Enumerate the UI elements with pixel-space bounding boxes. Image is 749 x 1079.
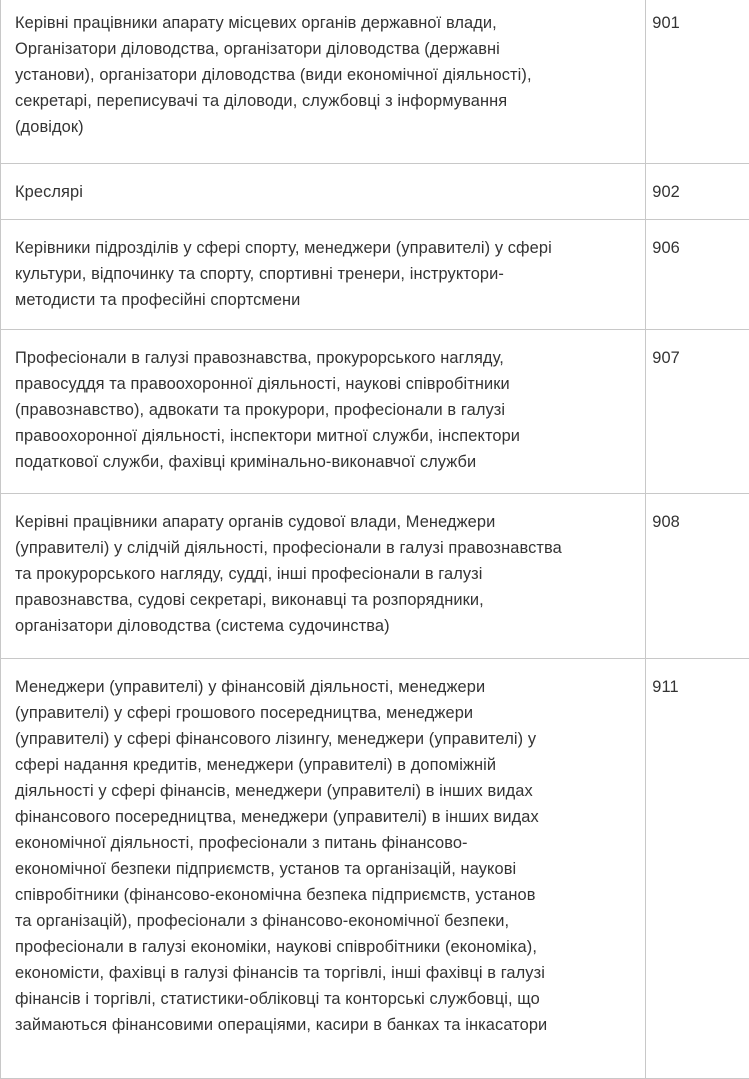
code-cell: 908 [646, 494, 749, 659]
description-line: та прокурорського нагляду, судді, інші професіонали в галузі [15, 561, 639, 587]
description-line: Організатори діловодства, організатори діловодства (державні [15, 36, 639, 62]
description-line: (управителі) у слідчій діяльності, професіонали в галузі правознавства [15, 535, 639, 561]
description-line: правосуддя та правоохоронної діяльності, наукові співробітники [15, 371, 639, 397]
description-line: економічної безпеки підприємств, установ та організацій, наукові [15, 856, 639, 882]
description-line: Керівні працівники апарату місцевих органів державної влади, [15, 10, 639, 36]
description-line: установи), організатори діловодства (види економічної діяльності), [15, 62, 639, 88]
description-line: економічної діяльності, професіонали з питань фінансово- [15, 830, 639, 856]
description-line: методисти та професійні спортсмени [15, 287, 639, 313]
code-cell: 906 [646, 220, 749, 330]
table-row [1, 659, 749, 1079]
description-line: правознавства, судові секретарі, виконавці та розпорядники, [15, 587, 639, 613]
description-line: (управителі) у сфері грошового посередництва, менеджери [15, 700, 639, 726]
code-cell: 901 [646, 0, 749, 164]
description-line: Професіонали в галузі правознавства, прокурорського нагляду, [15, 345, 639, 371]
description-line: економісти, фахівці в галузі фінансів та торгівлі, інші фахівці в галузі [15, 960, 639, 986]
description-line: співробітники (фінансово-економічна безпека підприємств, установ [15, 882, 639, 908]
code-cell: 907 [646, 330, 749, 494]
profession-description-cell [1, 659, 646, 1079]
table-row [1, 330, 749, 494]
description-line: та організацій), професіонали з фінансово-економічної безпеки, [15, 908, 639, 934]
profession-description-cell [1, 164, 646, 220]
description-line: організатори діловодства (система судочинства) [15, 613, 639, 639]
description-line: займаються фінансовими операціями, касири в банках та інкасатори [15, 1012, 639, 1038]
description-line: фінансового посередництва, менеджери (управителі) в інших видах [15, 804, 639, 830]
description-line: діяльності у сфері фінансів, менеджери (управителі) в інших видах [15, 778, 639, 804]
description-line: фінансів і торгівлі, статистики-обліковці та конторські службовці, що [15, 986, 639, 1012]
description-line: сфері надання кредитів, менеджери (управителі) в допоміжній [15, 752, 639, 778]
profession-description-cell [1, 220, 646, 330]
description-line: професіонали в галузі економіки, наукові співробітники (економіка), [15, 934, 639, 960]
profession-description-cell [1, 0, 646, 164]
description-line: Креслярі [15, 179, 639, 205]
description-line: Менеджери (управителі) у фінансовій діяльності, менеджери [15, 674, 639, 700]
description-line: правоохоронної діяльності, інспектори митної служби, інспектори [15, 423, 639, 449]
profession-description-cell [1, 330, 646, 494]
table-row [1, 494, 749, 659]
table-row [1, 164, 749, 220]
description-line: культури, відпочинку та спорту, спортивні тренери, інструктори- [15, 261, 639, 287]
description-line: (управителі) у сфері фінансового лізингу, менеджери (управителі) у [15, 726, 639, 752]
table-row [1, 220, 749, 330]
description-line: секретарі, переписувачі та діловоди, службовці з інформування [15, 88, 639, 114]
profession-description-cell [1, 494, 646, 659]
description-line: податкової служби, фахівці кримінально-виконавчої служби [15, 449, 639, 475]
description-line: Керівники підрозділів у сфері спорту, менеджери (управителі) у сфері [15, 235, 639, 261]
description-line: Керівні працівники апарату органів судової влади, Менеджери [15, 509, 639, 535]
code-cell: 902 [646, 164, 749, 220]
table-row [1, 0, 749, 164]
description-line: (правознавство), адвокати та прокурори, професіонали в галузі [15, 397, 639, 423]
code-cell: 911 [646, 659, 749, 1079]
description-line: (довідок) [15, 114, 639, 140]
